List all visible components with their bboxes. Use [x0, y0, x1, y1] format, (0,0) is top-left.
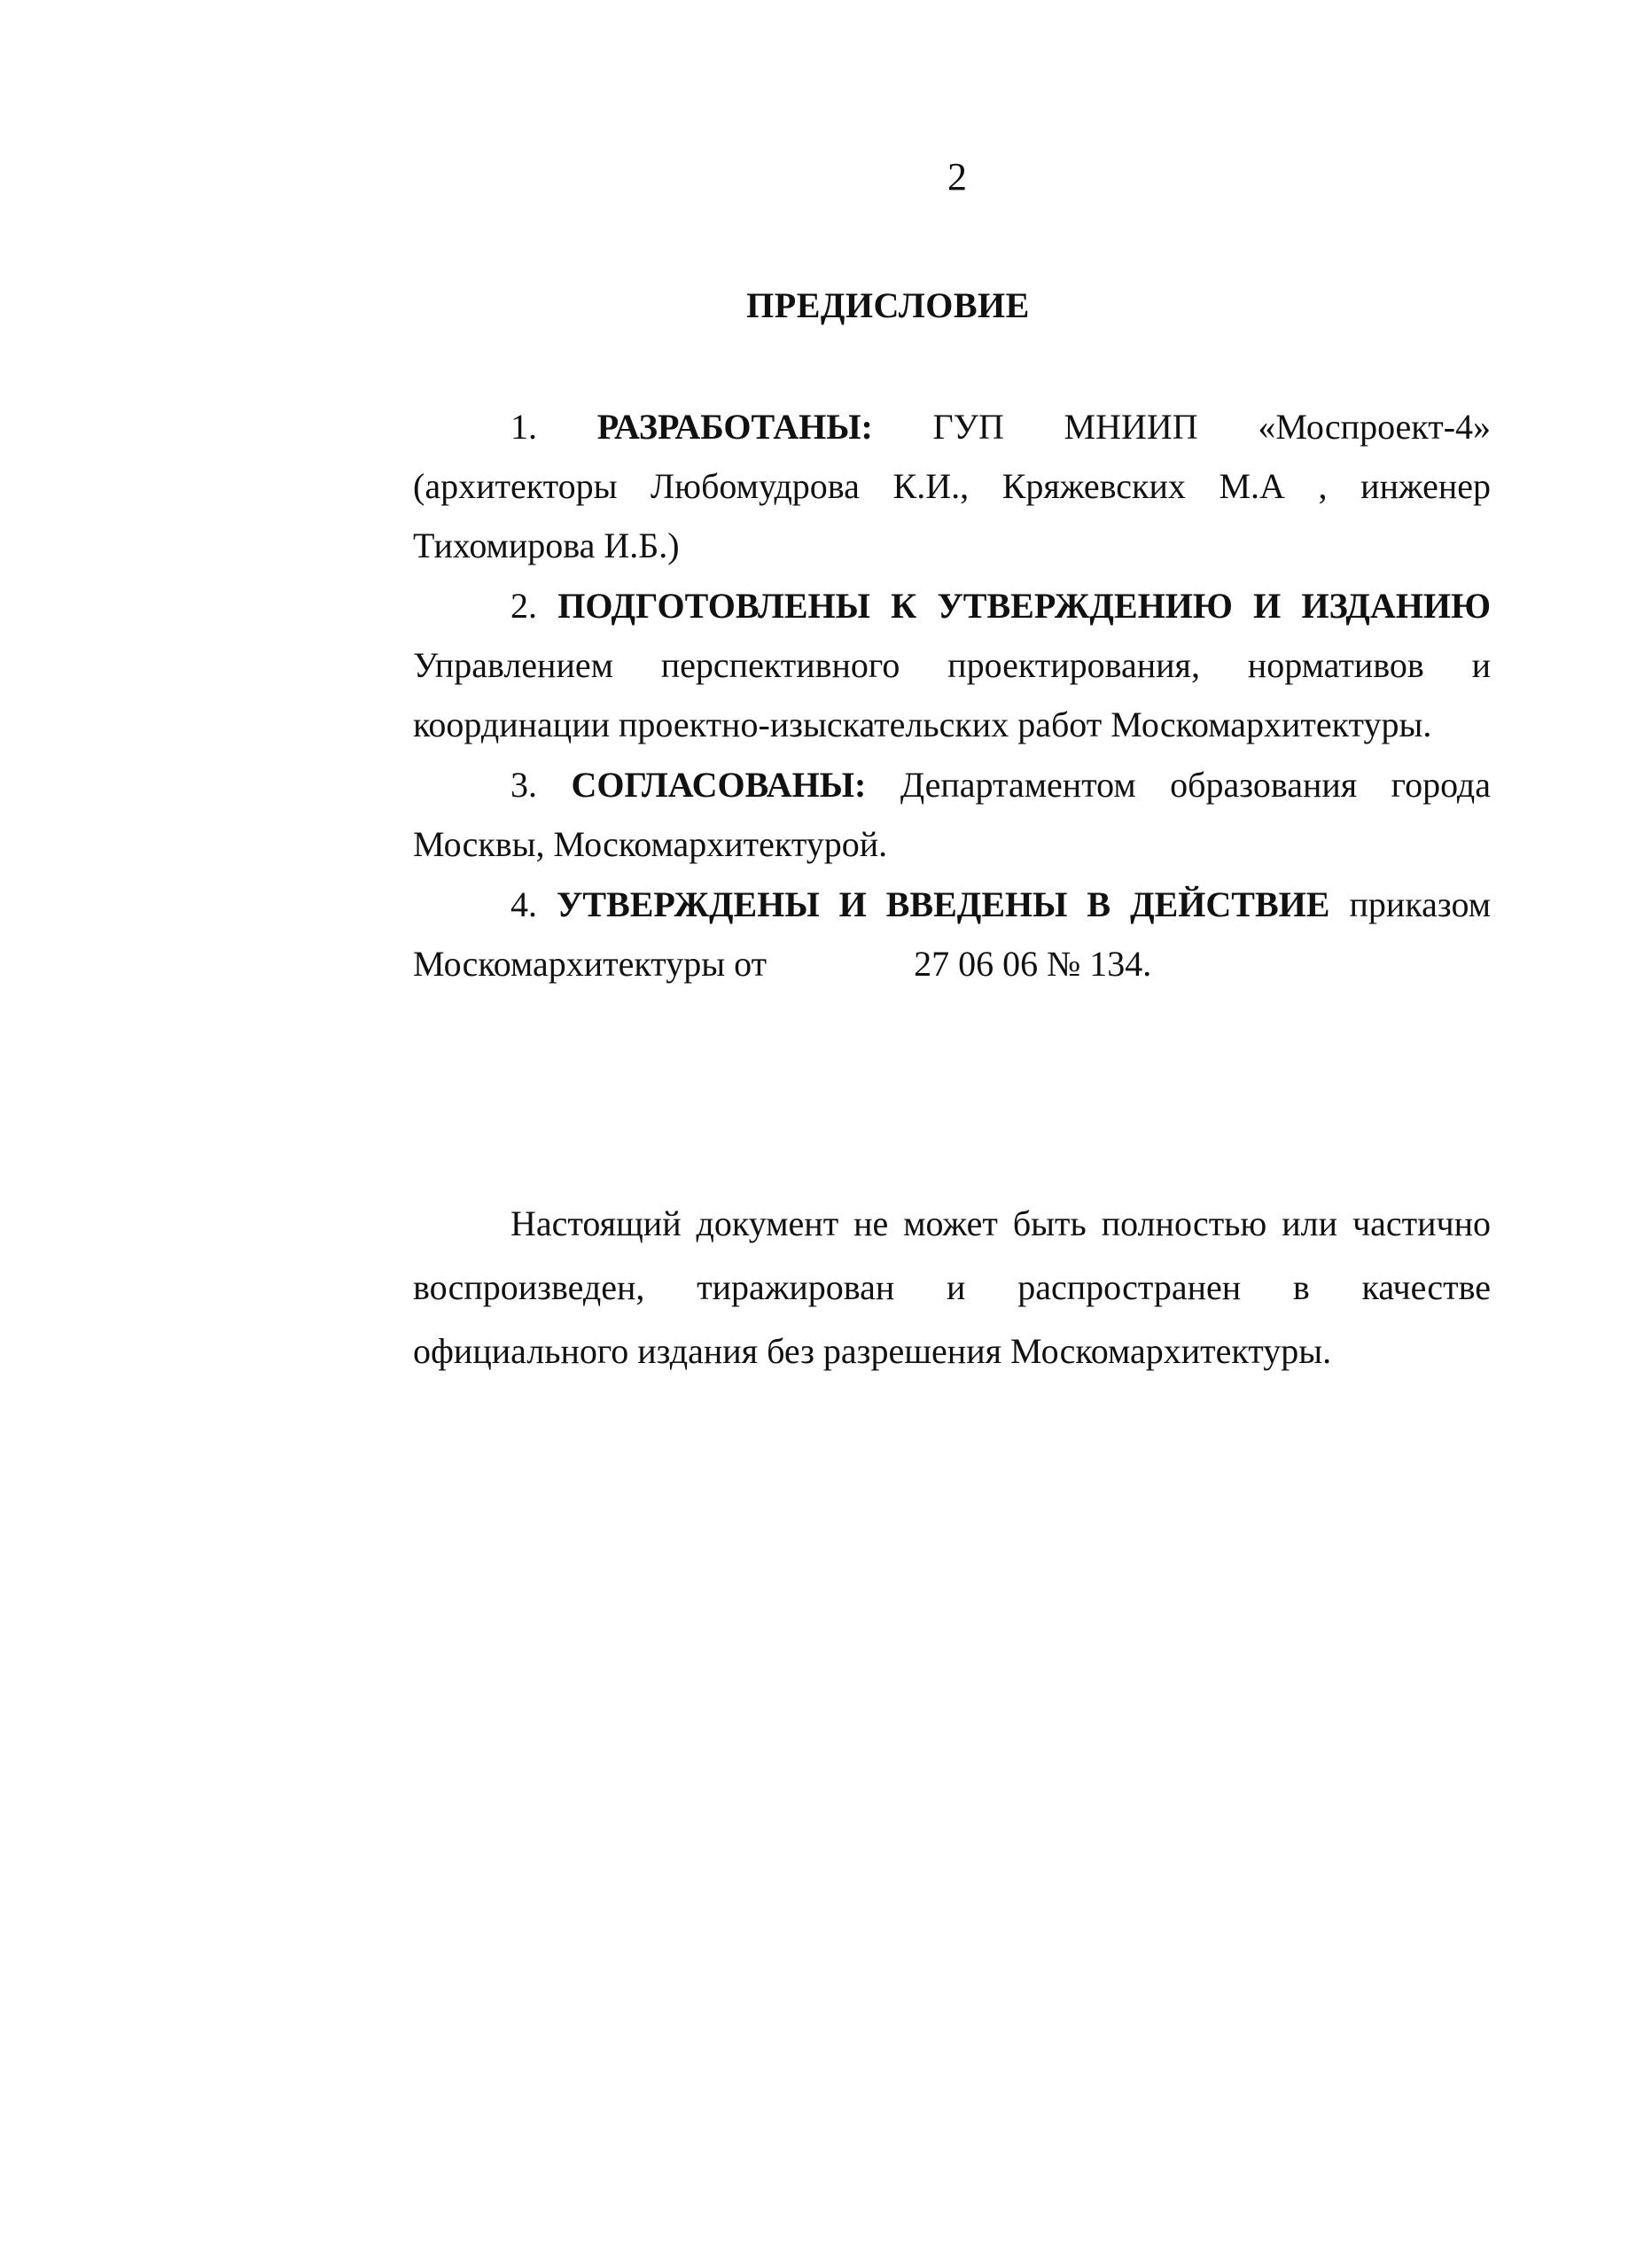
- item-number: 2.: [510, 586, 537, 626]
- item-text: Управлением перспективного проектирования, нормативов и координации проектно-изыскательских работ Москомархитектуры.: [413, 645, 1491, 744]
- copyright-notice: [413, 1192, 1491, 1383]
- item-heading: ПОДГОТОВЛЕНЫ К УТВЕРЖДЕНИЮ И ИЗДАНИЮ: [557, 586, 1491, 626]
- page-title: ПРЕДИСЛОВИЕ: [746, 285, 1030, 325]
- approval-date: 27 06 06: [914, 944, 1039, 984]
- item-number: 3.: [510, 765, 537, 805]
- item-number: 1.: [510, 407, 537, 447]
- item-text: ГУП МНИИП «Моспроект-4» (архитекторы Любомудрова К.И., Кряжевских М.А , инженер Тихомирова И.Б.): [413, 407, 1492, 565]
- item-number: 4.: [510, 884, 537, 924]
- foreword-list: [413, 397, 1491, 993]
- foreword-item-4: [413, 875, 1491, 993]
- notice-text: Настоящий документ не может быть полностью или частично воспроизведен, тиражирован и распространен в качестве официального издания без разрешения Москомархитектуры.: [413, 1203, 1491, 1371]
- approval-order-number: № 134.: [1047, 944, 1152, 984]
- item-heading: УТВЕРЖДЕНЫ И ВВЕДЕНЫ В ДЕЙСТВИЕ: [557, 884, 1330, 924]
- item-heading: РАЗРАБОТАНЫ:: [596, 407, 873, 447]
- item-text: приказом Москомархитектуры от: [413, 884, 1492, 984]
- item-heading: СОГЛАСОВАНЫ:: [571, 765, 867, 805]
- foreword-item-3: [413, 755, 1491, 874]
- foreword-item-2: [413, 576, 1491, 754]
- page-number: 2: [947, 155, 967, 199]
- item-text: Департаментом образования города Москвы, Москомархитектурой.: [413, 765, 1492, 864]
- foreword-item-1: [413, 397, 1491, 575]
